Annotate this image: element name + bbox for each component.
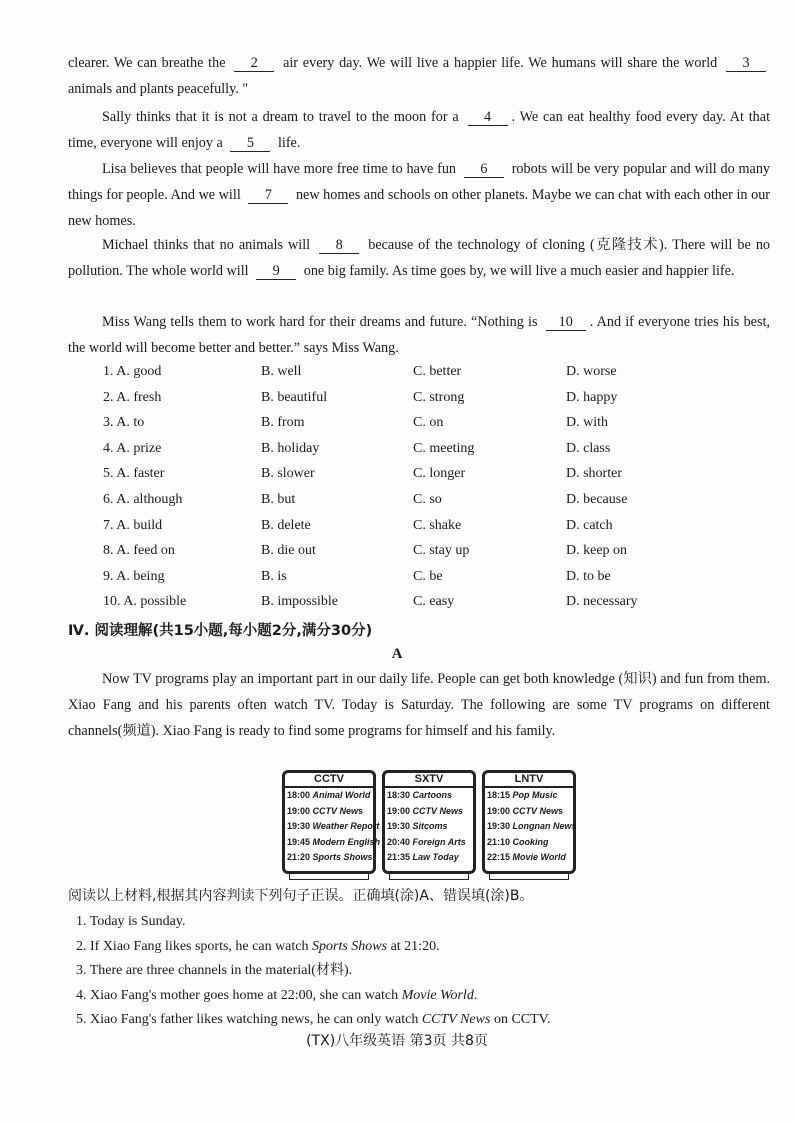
text-segment: animals and plants peacefully. " xyxy=(68,81,249,97)
statement: 5. Xiao Fang's father likes watching news, he can only watch CCTV News on CCTV. xyxy=(76,1012,551,1027)
option-b: B. is xyxy=(261,568,287,584)
text-segment: robots will be very popular and will do many things for people. And we will xyxy=(68,161,771,203)
tv-programs-figure xyxy=(282,770,582,880)
program-line: 19:00 CCTV News xyxy=(387,805,464,816)
option-a: 2. A. fresh xyxy=(103,389,162,405)
option-row xyxy=(103,518,763,544)
program-line: 21:35 Law Today xyxy=(387,852,459,862)
text-segment: . We can eat healthy food every day. At that time, everyone will enjoy a xyxy=(68,109,771,151)
text-segment: clearer. We can breathe the xyxy=(68,55,226,71)
option-row xyxy=(103,594,763,620)
cloze-paragraph-5 xyxy=(68,309,770,361)
passage-intro xyxy=(68,666,770,744)
option-c: C. stay up xyxy=(413,543,470,559)
option-b: B. die out xyxy=(261,543,316,559)
option-row xyxy=(103,569,763,595)
option-c: C. be xyxy=(413,568,443,584)
program-line: 20:40 Foreign Arts xyxy=(387,836,466,847)
section-heading: Ⅳ. 阅读理解(共15小题,每小题2分,满分30分) xyxy=(68,623,373,639)
option-a: 3. A. to xyxy=(103,415,145,431)
cloze-paragraph-4 xyxy=(68,232,770,284)
option-a: 4. A. prize xyxy=(103,440,162,456)
program-line: 22:15 Movie World xyxy=(487,852,566,862)
option-d: D. necessary xyxy=(566,594,638,610)
option-d: D. worse xyxy=(566,364,617,379)
blank-4: 4 xyxy=(468,109,508,126)
channel-name: LNTV xyxy=(485,773,573,788)
program-line: 19:30 Weather Report xyxy=(287,821,380,831)
option-c: C. strong xyxy=(413,389,465,405)
text-segment: because of the technology of cloning (克隆技术). There will be no pollution. The whole world will xyxy=(68,237,771,279)
passage-label: A xyxy=(391,646,403,662)
option-a: 1. A. good xyxy=(103,364,162,379)
program-line: 19:30 Sitcoms xyxy=(387,821,448,831)
option-d: D. happy xyxy=(566,389,618,405)
option-b: B. from xyxy=(261,415,305,431)
text-segment: Michael thinks that no animals will xyxy=(102,237,311,253)
program-line: 18:15 Pop Music xyxy=(487,790,558,800)
statement-list xyxy=(76,910,766,1033)
program-line: 21:20 Sports Shows xyxy=(287,852,373,862)
blank-3: 3 xyxy=(726,55,766,72)
option-d: D. to be xyxy=(566,568,611,584)
statement: 4. Xiao Fang's mother goes home at 22:00, she can watch Movie World. xyxy=(76,987,478,1003)
program-line: 18:00 Animal World xyxy=(287,790,371,800)
option-c: C. better xyxy=(413,364,462,379)
option-c: C. so xyxy=(413,491,442,507)
option-d: D. with xyxy=(566,415,608,431)
instruction: 阅读以上材料,根据其内容判读下列句子正误。正确填(涂)A、错误填(涂)B。 xyxy=(68,888,534,904)
text-segment: . And if everyone tries his best, the world will become better and better.” says Miss Wang. xyxy=(68,314,770,356)
option-a: 5. A. faster xyxy=(103,466,165,482)
option-a: 6. A. although xyxy=(103,491,183,507)
text-segment: one big family. As time goes by, we will live a much easier and happier life. xyxy=(303,263,735,279)
program-line: 19:30 Longnan News xyxy=(487,821,577,831)
text-segment: air every day. We will live a happier life. We humans will share the world xyxy=(283,55,718,71)
statement: 1. Today is Sunday. xyxy=(76,914,186,929)
option-a: 9. A. being xyxy=(103,568,165,584)
tv-lntv xyxy=(482,770,576,874)
option-b: B. impossible xyxy=(261,594,339,610)
option-b: B. well xyxy=(261,364,302,379)
channel-name: SXTV xyxy=(385,773,473,788)
statement: 3. There are three channels in the material(材料). xyxy=(76,963,353,978)
option-a: 7. A. build xyxy=(103,517,163,533)
statement: 2. If Xiao Fang likes sports, he can watch Sports Shows at 21:20. xyxy=(76,938,440,954)
passage-text: Now TV programs play an important part in our daily life. People can get both knowledge (知识) and fun from them. Xiao Fang and his parents often watch TV. Today is Saturday. The following are some TV programs on different channels(频道). Xiao Fang is ready to find some programs for himself and his family. xyxy=(68,671,770,739)
option-c: C. shake xyxy=(413,517,462,533)
options-grid xyxy=(103,364,763,620)
option-b: B. but xyxy=(261,491,296,507)
cloze-paragraph-1 xyxy=(68,50,770,102)
option-b: B. holiday xyxy=(261,440,320,456)
option-b: B. slower xyxy=(261,466,315,482)
option-c: C. on xyxy=(413,415,444,431)
program-line: 21:10 Cooking xyxy=(487,836,549,847)
blank-7: 7 xyxy=(248,187,288,204)
option-b: B. delete xyxy=(261,517,311,533)
text-segment: new homes and schools on other planets. Maybe we can chat with each other in our new homes. xyxy=(68,187,771,229)
blank-8: 8 xyxy=(319,237,359,254)
option-a: 8. A. feed on xyxy=(103,543,175,559)
option-row xyxy=(103,543,763,569)
option-d: D. because xyxy=(566,491,628,507)
blank-9: 9 xyxy=(256,263,296,280)
tv-stand-icon xyxy=(389,873,469,880)
tv-sxtv xyxy=(382,770,476,874)
blank-2: 2 xyxy=(234,55,274,72)
option-d: D. shorter xyxy=(566,466,622,482)
text-segment: life. xyxy=(277,135,301,151)
text-segment: Miss Wang tells them to work hard for their dreams and future. “Nothing is xyxy=(102,314,538,330)
tv-stand-icon xyxy=(289,873,369,880)
option-row xyxy=(103,441,763,467)
option-c: C. longer xyxy=(413,466,466,482)
option-c: C. easy xyxy=(413,594,455,610)
page-footer: (TX)八年级英语 第3页 共8页 xyxy=(306,1033,488,1049)
cloze-paragraph-3 xyxy=(68,156,770,234)
program-line: 19:00 CCTV News xyxy=(287,805,364,816)
tv-stand-icon xyxy=(489,873,569,880)
option-d: D. class xyxy=(566,440,611,456)
text-segment: Sally thinks that it is not a dream to travel to the moon for a xyxy=(102,109,459,125)
option-row xyxy=(103,415,763,441)
option-d: D. catch xyxy=(566,517,613,533)
blank-5: 5 xyxy=(230,135,270,152)
blank-6: 6 xyxy=(464,161,504,178)
option-d: D. keep on xyxy=(566,543,628,559)
option-row xyxy=(103,466,763,492)
option-a: 10. A. possible xyxy=(103,594,187,610)
option-b: B. beautiful xyxy=(261,389,328,405)
program-line: 18:30 Cartoons xyxy=(387,790,453,800)
option-row xyxy=(103,364,763,390)
channel-name: CCTV xyxy=(285,773,373,788)
option-row xyxy=(103,390,763,416)
option-c: C. meeting xyxy=(413,440,475,456)
text-segment: Lisa believes that people will have more free time to have fun xyxy=(102,161,457,177)
cloze-paragraph-2 xyxy=(68,104,770,156)
blank-10: 10 xyxy=(546,314,586,331)
option-row xyxy=(103,492,763,518)
program-line: 19:45 Modern English xyxy=(287,836,381,847)
program-line: 19:00 CCTV News xyxy=(487,805,564,816)
tv-cctv xyxy=(282,770,381,874)
